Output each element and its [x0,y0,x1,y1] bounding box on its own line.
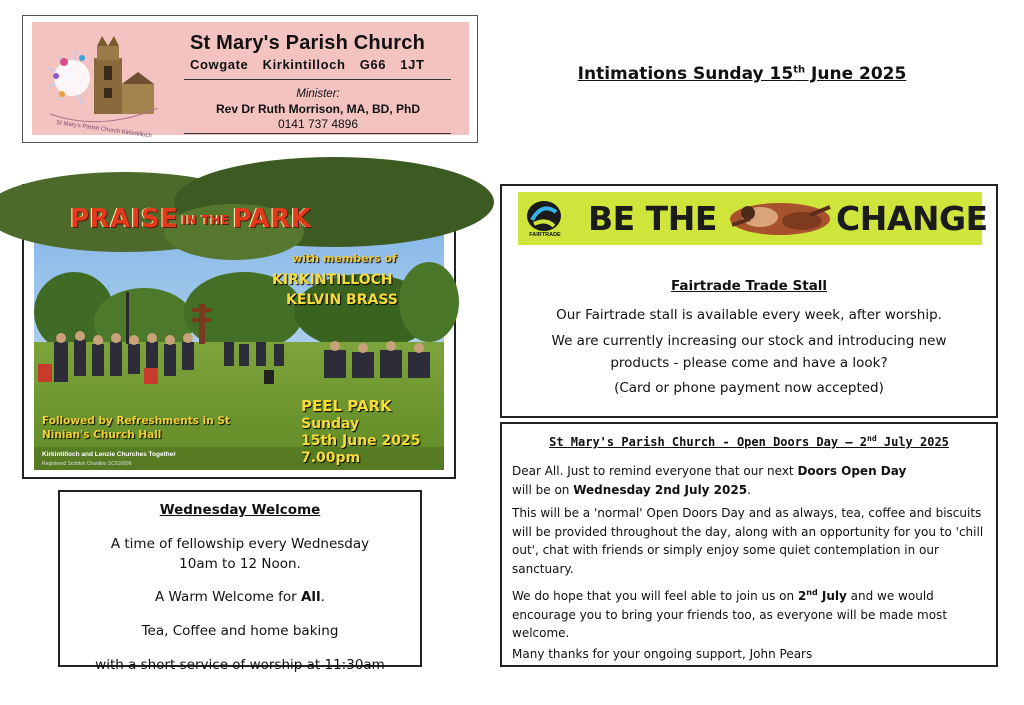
fairtrade-box [500,184,998,418]
intimations-title: Intimations Sunday 15th June 2025 [577,64,907,84]
poster-venue: PEEL PARK [301,397,392,415]
poster-with-members: with members of [292,252,397,265]
wednesday-service-text: with a short service of worship at 11:30am [95,657,385,673]
open-doors-invitation-text: We do hope that you will feel able to join us on 2nd July and we would encourage you to bring your friends too, as everyone will be made most welcome. [512,588,948,641]
poster-footer: Kirkintilloch and Lenzie Churches Together [42,451,176,458]
poster-band-line1: KIRKINTILLOCH [272,272,393,288]
svg-text:St Mary's Parish Church Kirkin: St Mary's Parish Church Kirkintilloch [55,120,153,140]
fairtrade-stock-text: We are currently increasing our stock and introducing new products - please come and have a look? [551,333,947,371]
poster-title: PRAISE IN THE PARK [70,204,312,234]
church-phone: 0141 737 4896 [277,117,359,131]
church-address: Cowgate Kirkintilloch G66 1JT [190,57,425,72]
wednesday-refreshments-text: Tea, Coffee and home baking [141,623,339,639]
header-divider [184,79,451,80]
fairtrade-availability-text: Our Fairtrade stall is available every week, after worship. [556,307,942,323]
poster-time: 7.00pm [301,450,361,466]
fairtrade-banner-text-left: BE THE [588,199,717,238]
fairtrade-logo-label: FAIRTRADE [529,232,561,238]
fairtrade-title: Fairtrade Trade Stall [670,278,828,294]
open-doors-reminder-text: Dear All. Just to remind everyone that our next Doors Open Day will be on Wednesday 2nd July 2025. [512,464,907,497]
fairtrade-banner-text-right: CHANGE [836,199,988,238]
wednesday-welcome-box [58,490,422,673]
wednesday-fellowship-text: A time of fellowship every Wednesday 10am to 12 Noon. [110,536,370,572]
poster-band-line2: KELVIN BRASS [286,292,398,308]
wednesday-welcome-text: A Warm Welcome for All. [155,589,325,605]
poster-date: 15th June 2025 [301,433,421,449]
open-doors-details-text: This will be a 'normal' Open Doors Day and as always, tea, coffee and biscuits will be provided throughout the day, along with an opportunity for you to 'chill out', chat with friends or simply enjoy some quiet contemplation in our sanctuary. [512,506,984,576]
wednesday-welcome-title: Wednesday Welcome [159,502,321,518]
open-doors-title: St Mary's Parish Church - Open Doors Day – 2nd July 2025 [549,434,949,449]
poster-charity-number: Registered Scottish Charities SC016896 [42,461,132,467]
fairtrade-payment-text: (Card or phone payment now accepted) [614,380,884,396]
open-doors-box [500,422,998,667]
church-name: St Mary's Parish Church [190,32,425,54]
minister-name: Rev Dr Ruth Morrison, MA, BD, PhD [215,102,420,116]
minister-label: Minister: [296,88,340,100]
church-header-card [22,15,478,143]
church-logo-icon [42,28,162,140]
church-header-banner [32,22,469,140]
poster-refreshments: Followed by Refreshments in St Ninian's Church Hall [42,415,230,441]
farmer-figure-icon [720,195,840,243]
header-divider [184,133,451,134]
praise-in-the-park-poster [22,184,456,479]
poster-day: Sunday [301,416,360,432]
fairtrade-banner [518,192,988,245]
poster-image [34,192,444,470]
open-doors-signoff-text: Many thanks for your ongoing support, John Pears [512,647,813,661]
